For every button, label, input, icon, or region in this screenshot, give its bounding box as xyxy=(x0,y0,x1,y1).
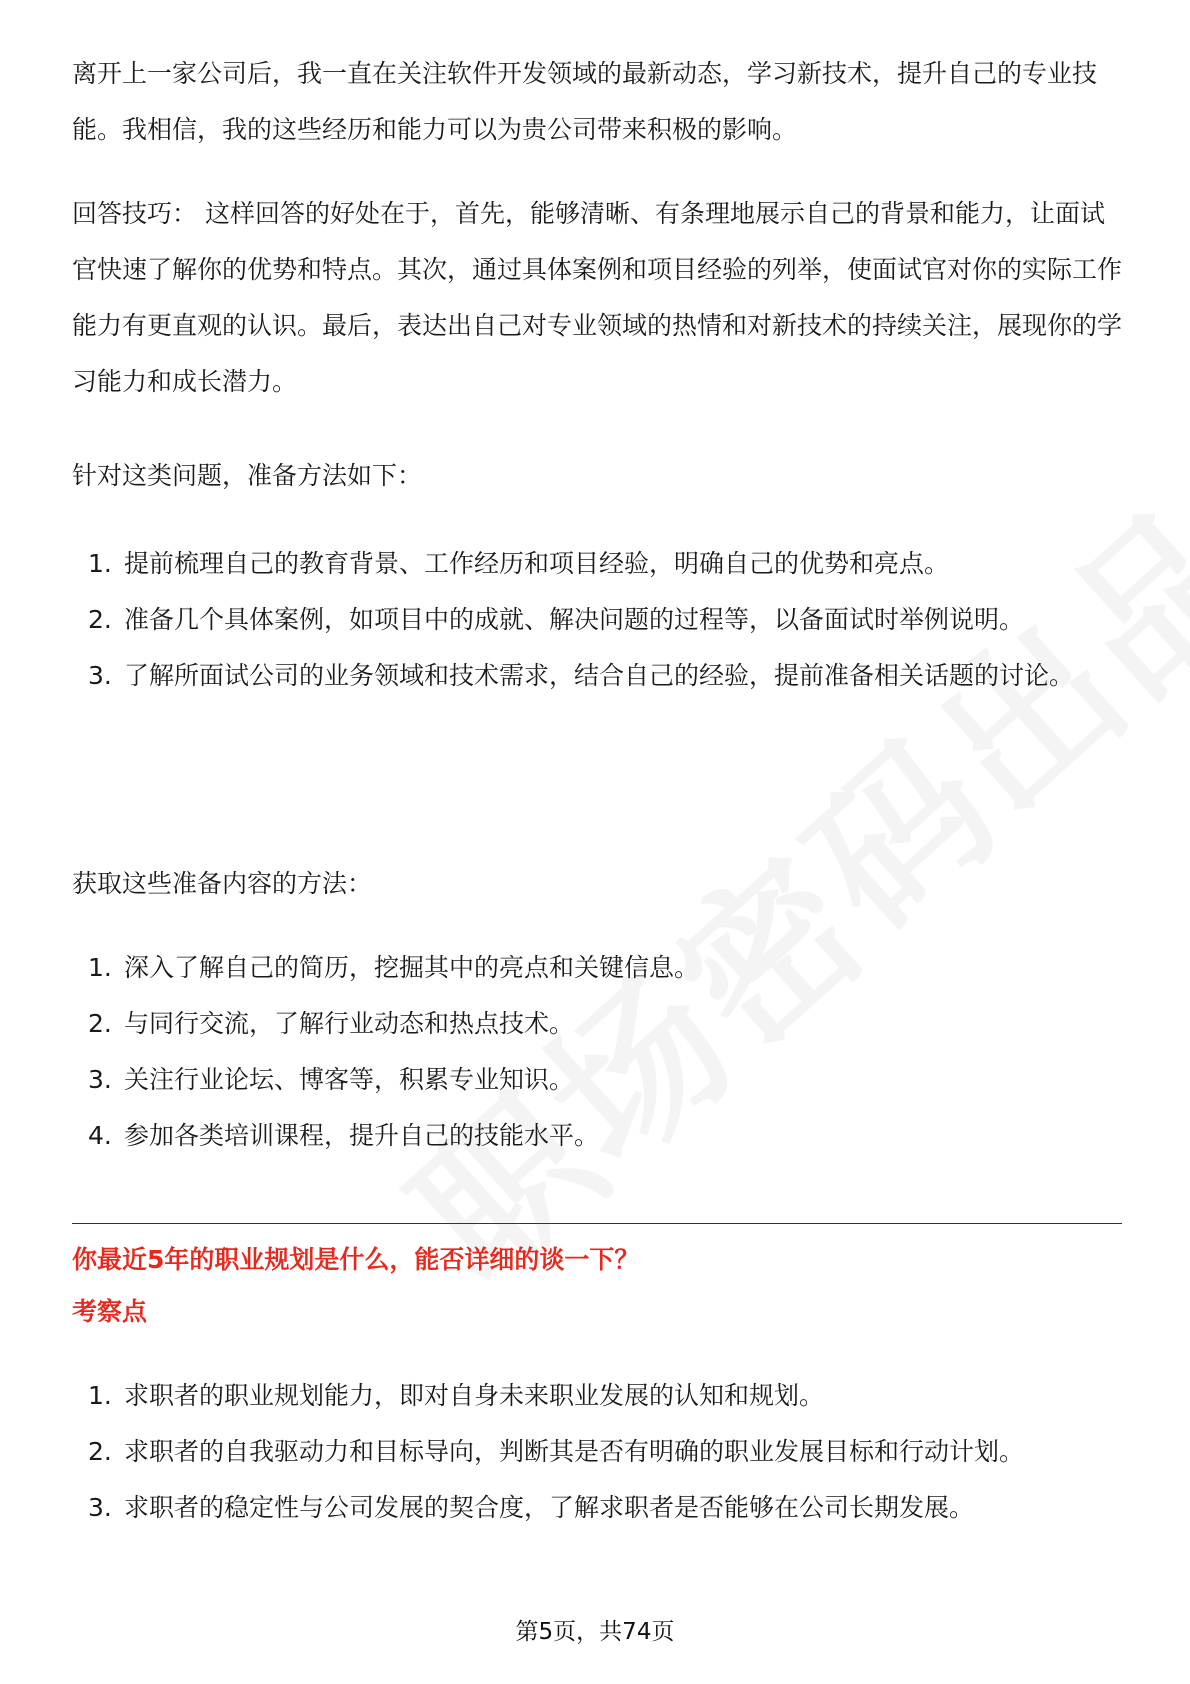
list-item xyxy=(72,536,1122,592)
list-item-text: 求职者的职业规划能力，即对自身未来职业发展的认知和规划。 xyxy=(124,1381,825,1410)
list-number: 3. xyxy=(88,661,112,690)
list-item xyxy=(72,648,1122,704)
list-item-text: 提前梳理自己的教育背景、工作经历和项目经验，明确自己的优势和亮点。 xyxy=(124,549,950,578)
list-item-text: 深入了解自己的简历，挖掘其中的亮点和关键信息。 xyxy=(124,953,700,982)
page-footer: 第5页，共74页 xyxy=(515,1619,675,1645)
intro-paragraph: 离开上一家公司后，我一直在关注软件开发领域的最新动态，学习新技术，提升自己的专业技能。我相信，我的这些经历和能力可以为贵公司带来积极的影响。 xyxy=(72,59,1098,144)
list-number: 1. xyxy=(88,549,112,578)
list-item xyxy=(72,940,1122,996)
list-item xyxy=(72,1480,1122,1536)
list-item-text: 参加各类培训课程，提升自己的技能水平。 xyxy=(124,1121,600,1150)
list-item xyxy=(72,1108,1122,1164)
list-item-text: 求职者的自我驱动力和目标导向，判断其是否有明确的职业发展目标和行动计划。 xyxy=(124,1437,1025,1466)
prep-heading: 针对这类问题，准备方法如下： xyxy=(72,461,423,490)
list-item xyxy=(72,1052,1122,1108)
list-number: 2. xyxy=(88,1437,112,1466)
list-item-text: 求职者的稳定性与公司发展的契合度，了解求职者是否能够在公司长期发展。 xyxy=(124,1493,975,1522)
list-item xyxy=(72,1368,1122,1424)
list-item xyxy=(72,1424,1122,1480)
section-divider xyxy=(72,1223,1122,1224)
list-number: 1. xyxy=(88,953,112,982)
list-item-text: 与同行交流，了解行业动态和热点技术。 xyxy=(124,1009,575,1038)
list-number: 2. xyxy=(88,605,112,634)
answer-tips-paragraph: 回答技巧： 这样回答的好处在于，首先，能够清晰、有条理地展示自己的背景和能力，让面试官快速了解你的优势和特点。其次，通过具体案例和项目经验的列举，使面试官对你的实际工作能力有更直观的认识。最后，表达出自己对专业领域的热情和对新技术的持续关注，展现你的学习能力和成长潜力。 xyxy=(72,199,1123,396)
list-number: 2. xyxy=(88,1009,112,1038)
list-number: 3. xyxy=(88,1065,112,1094)
list-number: 3. xyxy=(88,1493,112,1522)
list-item-text: 准备几个具体案例，如项目中的成就、解决问题的过程等，以备面试时举例说明。 xyxy=(124,605,1025,634)
exam-points-list xyxy=(72,1368,1122,1536)
list-item-text: 关注行业论坛、博客等，积累专业知识。 xyxy=(124,1065,575,1094)
list-item-text: 了解所面试公司的业务领域和技术需求，结合自己的经验，提前准备相关话题的讨论。 xyxy=(124,661,1075,690)
list-number: 1. xyxy=(88,1381,112,1410)
list-item xyxy=(72,592,1122,648)
question-title: 你最近5年的职业规划是什么，能否详细的谈一下？ xyxy=(72,1245,640,1274)
prep-list xyxy=(72,536,1122,704)
list-number: 4. xyxy=(88,1121,112,1150)
question-subtitle: 考察点 xyxy=(72,1297,148,1326)
source-heading: 获取这些准备内容的方法： xyxy=(72,869,373,898)
source-list xyxy=(72,940,1122,1164)
list-item xyxy=(72,996,1122,1052)
